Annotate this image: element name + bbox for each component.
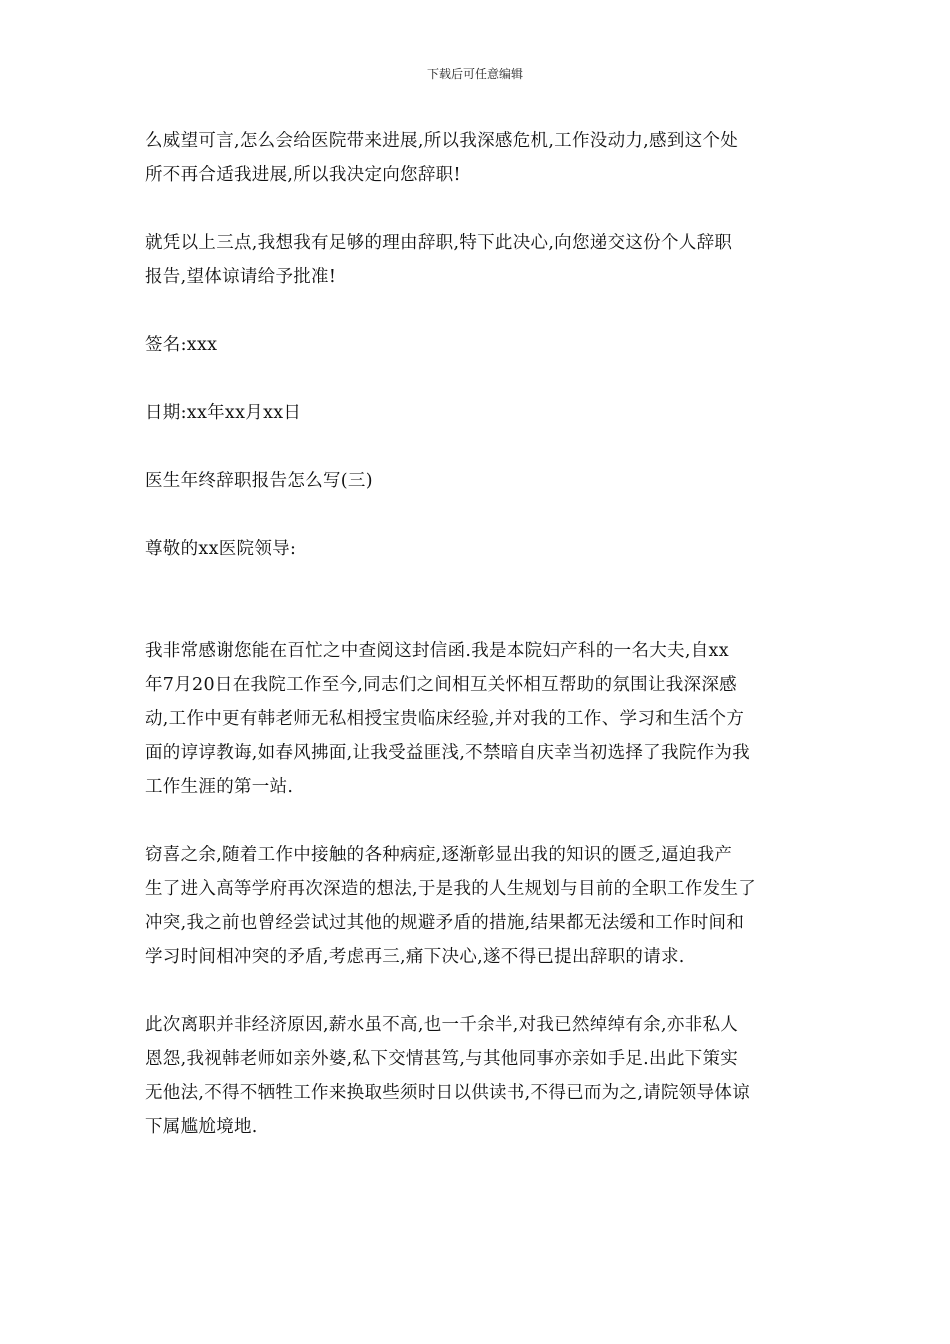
paragraph-reason-study xyxy=(145,838,810,974)
paragraph-gratitude xyxy=(145,634,810,804)
signature-line xyxy=(145,328,810,362)
text-line: 么威望可言,怎么会给医院带来进展,所以我深感危机,工作没动力,感到这个处 xyxy=(145,131,739,151)
text-line: 医生年终辞职报告怎么写(三) xyxy=(145,471,373,491)
date-line xyxy=(145,396,810,430)
text-line: 窃喜之余,随着工作中接触的各种病症,逐渐彰显出我的知识的匮乏,逼迫我产 xyxy=(145,845,733,865)
text-line: 学习时间相冲突的矛盾,考虑再三,痛下决心,遂不得已提出辞职的请求. xyxy=(145,947,685,967)
text-line: 尊敬的xx医院领导: xyxy=(145,539,297,559)
paragraph-prospects xyxy=(145,124,810,192)
document-body xyxy=(145,124,810,1144)
text-line: 面的谆谆教诲,如春风拂面,让我受益匪浅,不禁暗自庆幸当初选择了我院作为我 xyxy=(145,743,750,763)
text-line: 日期:xx年xx月xx日 xyxy=(145,403,302,423)
text-line: 动,工作中更有韩老师无私相授宝贵临床经验,并对我的工作、学习和生活个方 xyxy=(145,709,745,729)
text-line: 下属尴尬境地. xyxy=(145,1117,258,1137)
text-line: 工作生涯的第一站. xyxy=(145,777,294,797)
text-line: 无他法,不得不牺牲工作来换取些须时日以供读书,不得已而为之,请院领导体谅 xyxy=(145,1083,750,1103)
text-line: 生了进入高等学府再次深造的想法,于是我的人生规划与目前的全职工作发生了 xyxy=(145,879,757,899)
text-line: 年7月20日在我院工作至今,同志们之间相互关怀相互帮助的氛围让我深深感 xyxy=(145,675,737,695)
text-line: 恩怨,我视韩老师如亲外婆,私下交情甚笃,与其他同事亦亲如手足.出此下策实 xyxy=(145,1049,739,1069)
text-line: 报告,望体谅请给予批准! xyxy=(145,267,337,287)
text-line: 我非常感谢您能在百忙之中查阅这封信函.我是本院妇产科的一名大夫,自xx xyxy=(145,641,729,661)
text-line: 就凭以上三点,我想我有足够的理由辞职,特下此决心,向您递交这份个人辞职 xyxy=(145,233,733,253)
section-title xyxy=(145,464,810,498)
paragraph-decision xyxy=(145,226,810,294)
text-line: 所不再合适我进展,所以我决定向您辞职! xyxy=(145,165,461,185)
paragraph-not-financial xyxy=(145,1008,810,1144)
page-header-note: 下载后可任意编辑 xyxy=(426,67,523,81)
text-line: 此次离职并非经济原因,薪水虽不高,也一千余半,对我已然绰绰有余,亦非私人 xyxy=(145,1015,739,1035)
text-line: 冲突,我之前也曾经尝试过其他的规避矛盾的措施,结果都无法缓和工作时间和 xyxy=(145,913,745,933)
salutation xyxy=(145,532,810,566)
text-line: 签名:xxx xyxy=(145,335,218,355)
